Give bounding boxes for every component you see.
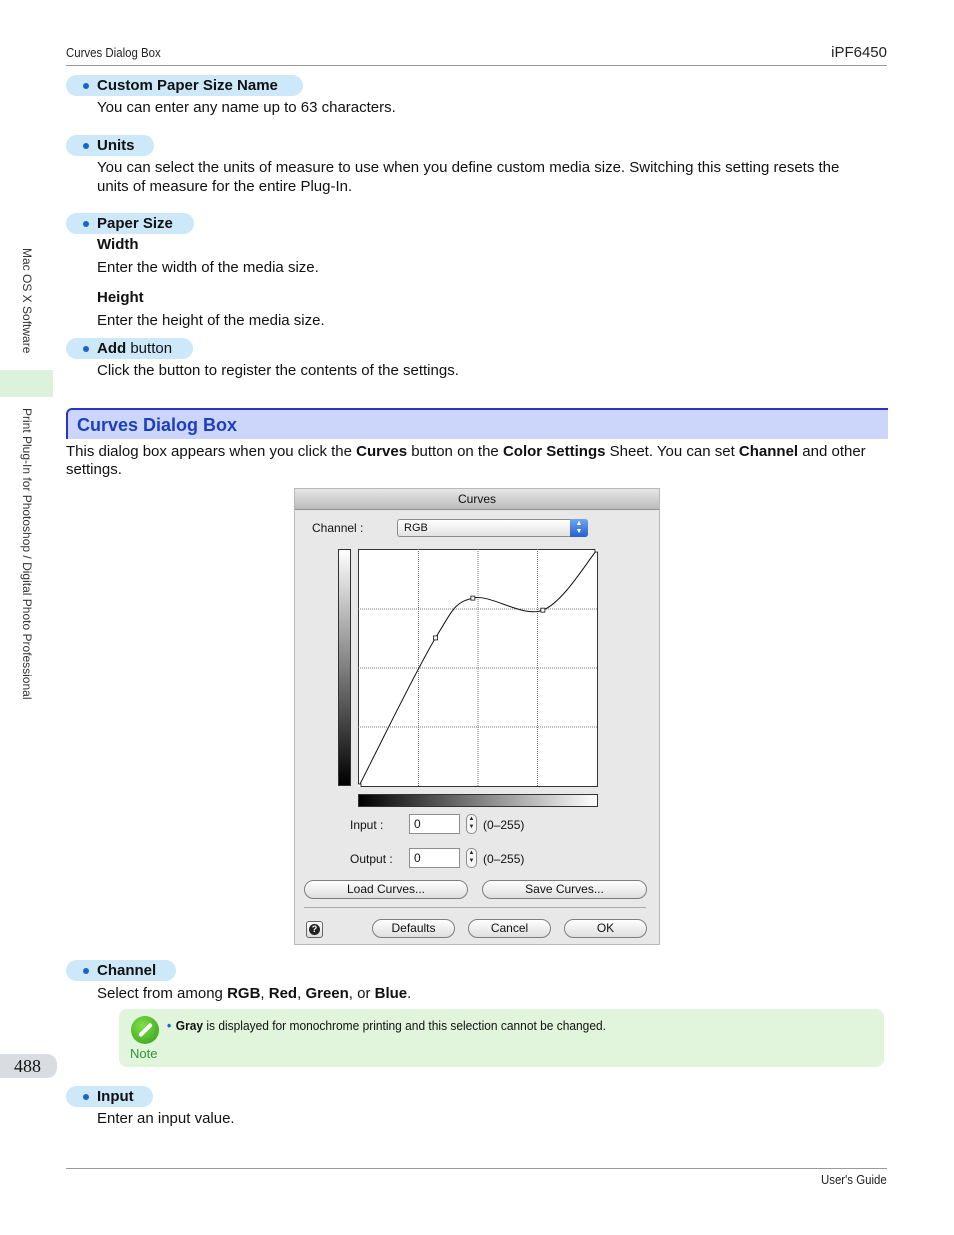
save-curves-button[interactable]: Save Curves...	[482, 880, 647, 899]
input-label: Input :	[350, 818, 384, 832]
pencil-icon	[131, 1016, 159, 1044]
dialog-separator	[304, 907, 646, 908]
note-box	[119, 1009, 884, 1067]
running-header-title: Curves Dialog Box	[66, 45, 161, 60]
defaults-button[interactable]: Defaults	[372, 919, 455, 938]
item-desc-units-line2: units of measure for the entire Plug-In.	[97, 178, 353, 195]
input-range: (0–255)	[483, 818, 525, 832]
item-desc-units-line1: You can select the units of measure to use when you define custom media size. Switching this setting resets the	[97, 159, 840, 176]
curve-control-point[interactable]	[541, 608, 545, 612]
bullet-icon	[83, 968, 89, 974]
input-gradient-bar	[358, 794, 598, 807]
desc-height: Enter the height of the media size.	[97, 312, 325, 329]
item-heading-channel: Channel	[66, 960, 176, 981]
output-field[interactable]: 0	[409, 848, 460, 868]
desc-width: Enter the width of the media size.	[97, 259, 319, 276]
item-desc-add: Click the button to register the contents of the settings.	[97, 362, 459, 379]
running-header-model: iPF6450	[831, 44, 887, 61]
header-rule	[66, 65, 887, 66]
bullet-icon	[83, 83, 89, 89]
footer-rule	[66, 1168, 887, 1169]
input-field[interactable]: 0	[409, 814, 460, 834]
side-tab-upper: Mac OS X Software	[20, 248, 34, 354]
output-range: (0–255)	[483, 852, 525, 866]
help-button[interactable]	[306, 921, 323, 938]
select-arrows-icon: ▲ ▼	[570, 519, 588, 537]
item-heading-input: Input	[66, 1086, 153, 1107]
curve-control-point[interactable]	[434, 636, 438, 640]
note-text: • Gray is displayed for monochrome printing and this selection cannot be changed.	[167, 1018, 606, 1033]
item-desc-input: Enter an input value.	[97, 1110, 235, 1127]
output-stepper[interactable]: ▲ ▼	[466, 848, 477, 868]
item-heading-units: Units	[66, 135, 154, 156]
section-intro: This dialog box appears when you click the Curves button on the Color Settings Sheet. You can set Channel and other settings.	[66, 443, 866, 478]
help-icon: ?	[309, 924, 320, 935]
ok-button[interactable]: OK	[564, 919, 647, 938]
curves-dialog	[294, 488, 660, 945]
subheading-width: Width	[97, 236, 139, 253]
curve-control-point[interactable]	[595, 549, 598, 552]
bullet-icon	[83, 346, 89, 352]
item-heading-paper-size: Paper Size	[66, 213, 194, 234]
section-heading: Curves Dialog Box	[66, 408, 888, 439]
output-gradient-bar	[338, 549, 351, 786]
item-heading-custom-name: Custom Paper Size Name	[66, 75, 303, 96]
bullet-icon	[83, 1094, 89, 1100]
item-desc-custom-name: You can enter any name up to 63 characters.	[97, 99, 396, 116]
note-label: Note	[130, 1046, 158, 1061]
subheading-height: Height	[97, 289, 144, 306]
curve-plot[interactable]	[358, 549, 598, 787]
channel-label: Channel :	[312, 521, 364, 535]
output-label: Output :	[350, 852, 393, 866]
side-tab-marker	[0, 370, 53, 397]
load-curves-button[interactable]: Load Curves...	[304, 880, 468, 899]
footer-title: User's Guide	[821, 1172, 887, 1187]
input-stepper[interactable]: ▲ ▼	[466, 814, 477, 834]
channel-select[interactable]: RGB ▲ ▼	[397, 519, 588, 537]
bullet-icon	[83, 143, 89, 149]
item-desc-channel: Select from among RGB, Red, Green, or Blue.	[97, 985, 412, 1002]
dialog-title: Curves	[295, 489, 659, 510]
cancel-button[interactable]: Cancel	[468, 919, 551, 938]
item-heading-add-button: Add button	[66, 338, 193, 359]
bullet-icon	[83, 221, 89, 227]
side-tab-lower: Print Plug-In for Photoshop / Digital Photo Professional	[20, 408, 34, 700]
curve-control-point[interactable]	[471, 596, 475, 600]
page-number: 488	[0, 1054, 57, 1078]
curve-control-point[interactable]	[358, 784, 361, 787]
